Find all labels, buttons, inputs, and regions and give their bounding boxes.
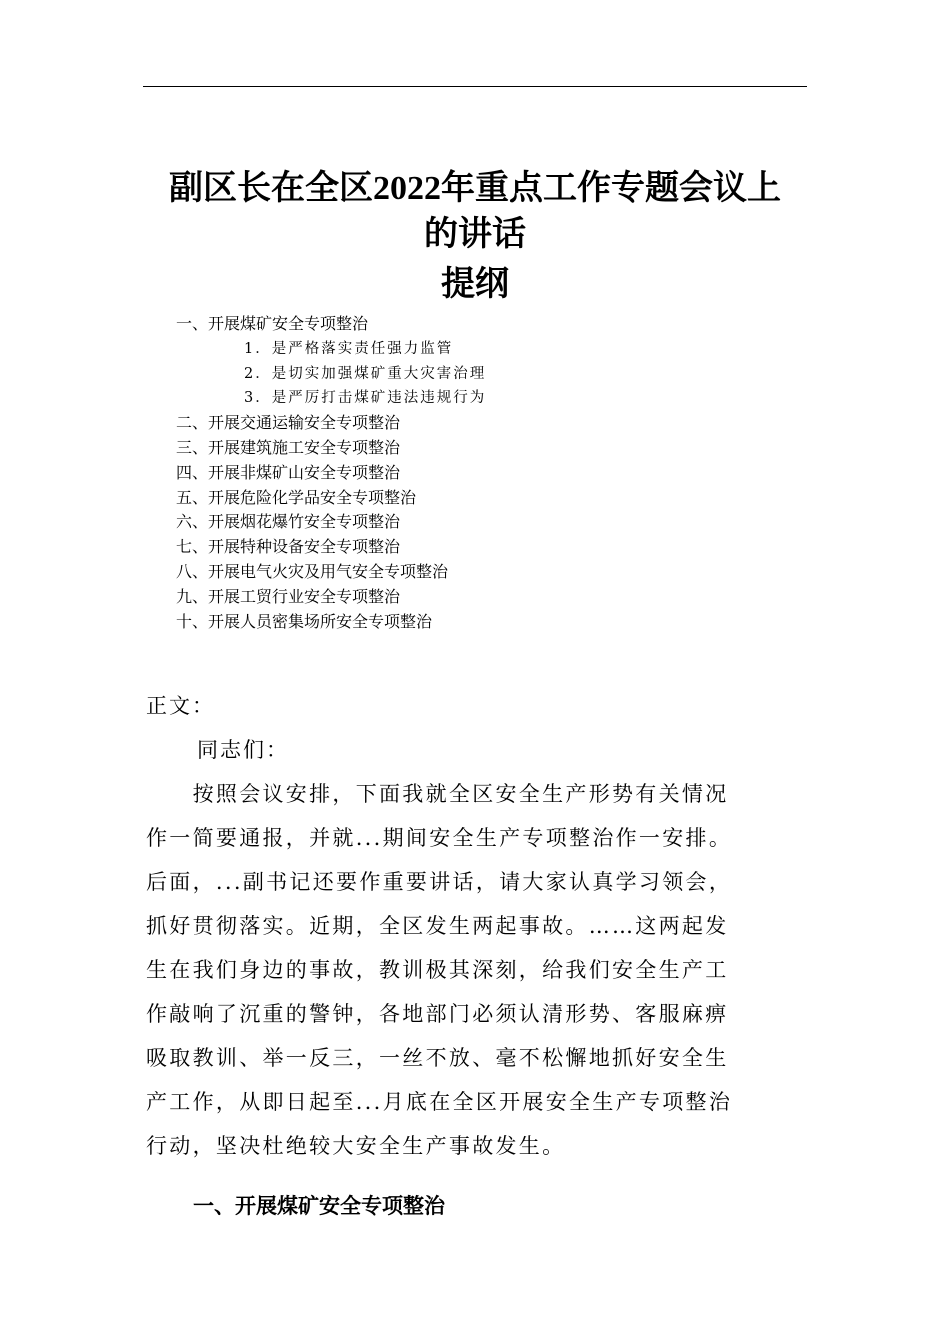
paragraph-line: 吸取教训、举一反三，一丝不放、毫不松懈地抓好安全生 [146, 1046, 729, 1070]
outline-heading: 提纲 [441, 266, 509, 303]
outline-item: 二、开展交通运输安全专项整治 [176, 413, 401, 433]
outline-item: 五、开展危险化学品安全专项整治 [176, 487, 417, 507]
outline-subitem: 3．是严厉打击煤矿违法违规行为 [244, 390, 487, 407]
paragraph-line: 按照会议安排，下面我就全区安全生产形势有关情况 [146, 782, 729, 806]
title-line-2: 的讲话 [424, 216, 526, 253]
paragraph-line: 后面，...副书记还要作重要讲话，请大家认真学习领会， [146, 870, 733, 894]
section-heading: 一、开展煤矿安全专项整治 [193, 1194, 445, 1218]
paragraph-line: 生在我们身边的事故，教训极其深刻，给我们安全生产工 [146, 958, 729, 982]
paragraph-line: 作敲响了沉重的警钟，各地部门必须认清形势、客服麻痹 [146, 1002, 729, 1026]
outline-item: 十、开展人员密集场所安全专项整治 [176, 611, 433, 631]
title-line-1: 副区长在全区2022年重点工作专题会议上 [169, 170, 781, 207]
outline-subitem: 1．是严格落实责任强力监管 [244, 340, 454, 357]
outline-item: 四、开展非煤矿山安全专项整治 [176, 462, 401, 482]
outline-item: 九、开展工贸行业安全专项整治 [176, 586, 401, 606]
paragraph-line: 行动，坚决杜绝较大安全生产事故发生。 [146, 1134, 566, 1158]
paragraph-line: 产工作，从即日起至...月底在全区开展安全生产专项整治 [146, 1090, 733, 1114]
outline-subitem: 2．是切实加强煤矿重大灾害治理 [244, 365, 487, 382]
outline-item: 六、开展烟花爆竹安全专项整治 [176, 512, 401, 532]
body-paragraph [146, 772, 810, 1168]
outline-item: 一、开展煤矿安全专项整治 [176, 314, 369, 333]
outline-item: 八、开展电气火灾及用气安全专项整治 [176, 561, 449, 581]
body-label: 正文： [146, 694, 215, 718]
outline-item: 三、开展建筑施工安全专项整治 [176, 437, 401, 457]
document-title [120, 166, 830, 258]
outline-list [176, 312, 816, 634]
paragraph-line: 抓好贯彻落实。近期，全区发生两起事故。……这两起发 [146, 914, 729, 938]
header-rule [143, 86, 807, 87]
outline-item: 七、开展特种设备安全专项整治 [176, 537, 401, 557]
greeting: 同志们： [197, 738, 289, 762]
paragraph-line: 作一简要通报，并就...期间安全生产专项整治作一安排。 [146, 826, 733, 850]
